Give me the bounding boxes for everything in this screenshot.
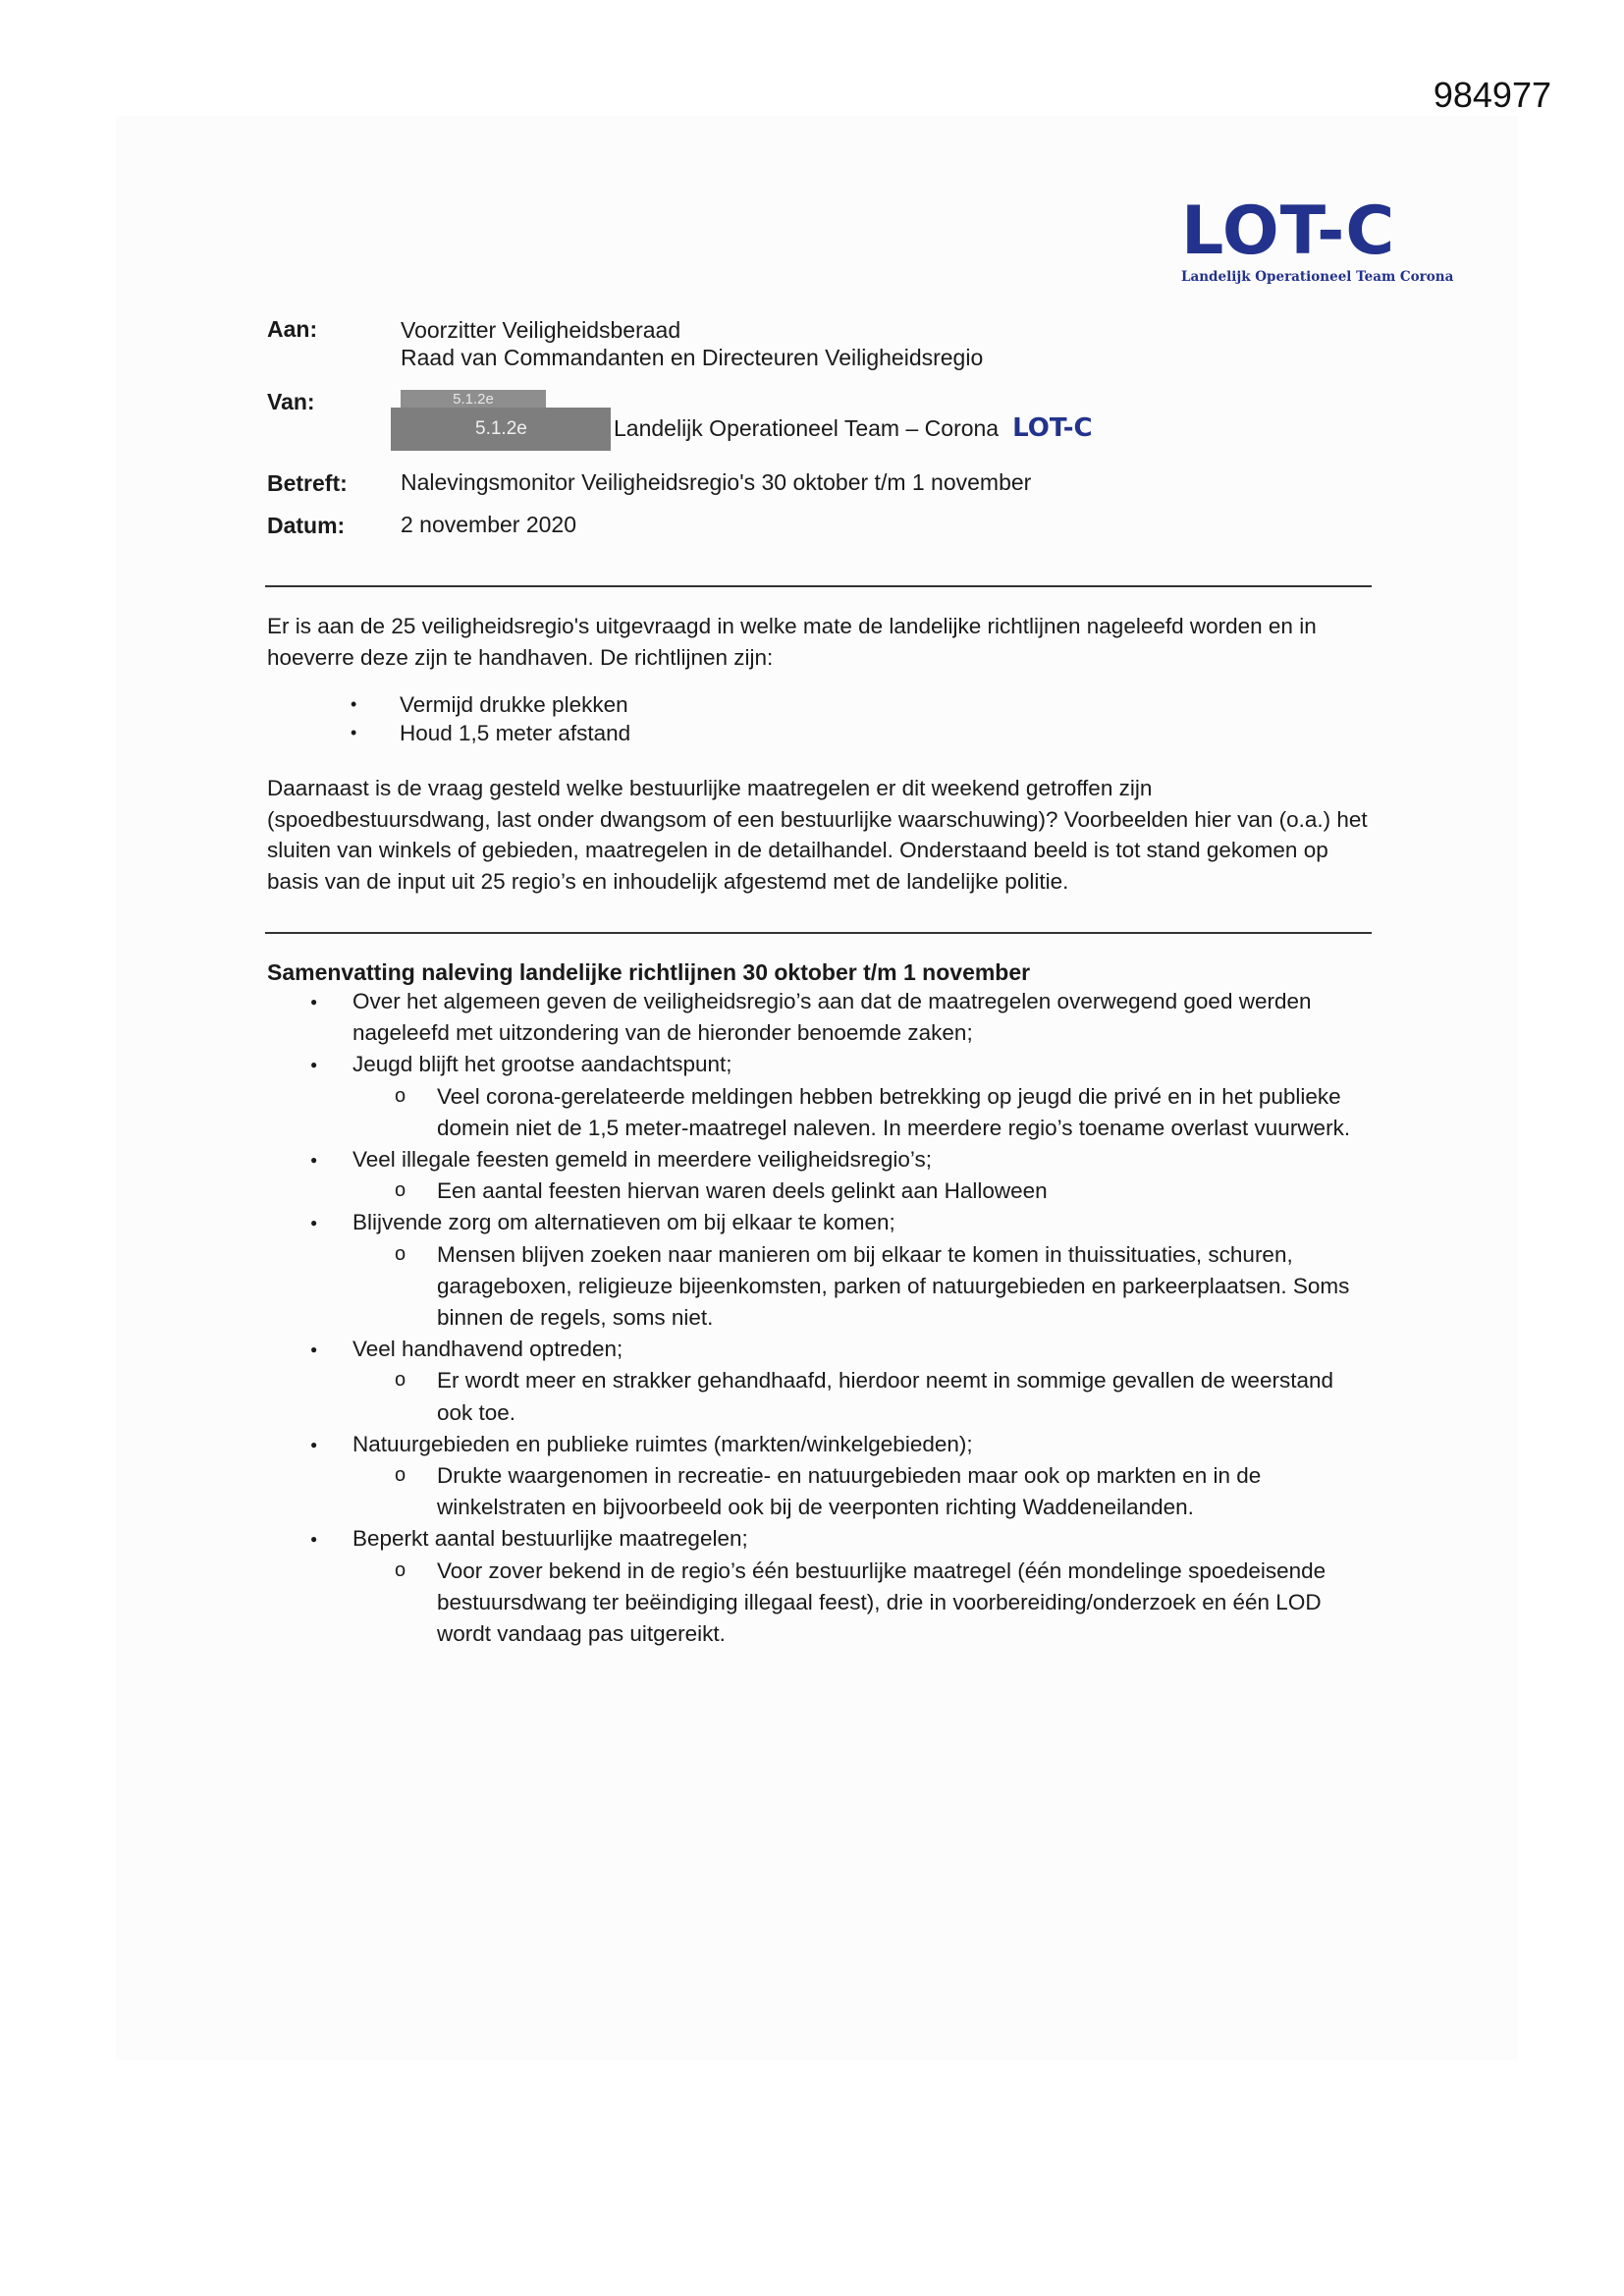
guidelines-list — [351, 690, 630, 747]
from-label: Van: — [267, 389, 315, 414]
summary-item: ● Veel illegale feesten gemeld in meerdere veiligheidsregio’s; — [267, 1144, 1372, 1175]
to-line-2: Raad van Commandanten en Directeuren Veiligheidsregio — [401, 345, 984, 370]
summary-list — [267, 986, 1372, 1650]
date-label: Datum: — [267, 513, 346, 538]
logo-subtitle: Landelijk Operationeel Team Corona — [1181, 269, 1454, 285]
inline-lotc-logo: LOT-C — [1012, 413, 1093, 443]
summary-subitem: o Mensen blijven zoeken naar manieren om bij elkaar te komen in thuissituaties, schuren, garageboxen, religieuze bijeenkomsten, parken of natuurgebieden en parkeerplaatsen. Soms binnen de regels, soms niet. — [267, 1239, 1372, 1335]
summary-item: ● Jeugd blijft het grootse aandachtspunt; — [267, 1049, 1372, 1080]
document-number: 984977 — [1433, 75, 1551, 115]
subject-label: Betreft: — [267, 470, 348, 496]
guideline-item: • Houd 1,5 meter afstand — [351, 719, 630, 747]
redaction-box-bottom — [391, 408, 611, 451]
redaction-code: 5.1.2e — [475, 418, 527, 439]
date-value: 2 november 2020 — [401, 512, 577, 537]
from-org-name: Landelijk Operationeel Team – Corona — [614, 415, 1000, 441]
redaction-box-top: 5.1.2e — [401, 390, 546, 409]
divider-top — [265, 585, 1372, 587]
summary-item: ● Veel handhavend optreden; — [267, 1334, 1372, 1365]
divider-bottom — [265, 932, 1372, 934]
summary-subitem: o Drukte waargenomen in recreatie- en natuurgebieden maar ook op markten en in de winkelstraten en bijvoorbeeld ook bij de veerponten richting Waddeneilanden. — [267, 1460, 1372, 1523]
to-line-1: Voorzitter Veiligheidsberaad — [401, 317, 681, 343]
subject-value: Nalevingsmonitor Veiligheidsregio's 30 oktober t/m 1 november — [401, 469, 1032, 495]
intro-paragraph: Er is aan de 25 veiligheidsregio's uitgevraagd in welke mate de landelijke richtlijnen nageleefd worden en in hoeverre deze zijn te handhaven. De richtlijnen zijn: — [267, 614, 1317, 670]
summary-item: ● Over het algemeen geven de veiligheidsregio’s aan dat de maatregelen overwegend goed werden nageleefd met uitzondering van de hieronder benoemde zaken; — [267, 986, 1372, 1049]
summary-subitem: o Er wordt meer en strakker gehandhaafd, hierdoor neemt in sommige gevallen de weerstand ook toe. — [267, 1365, 1372, 1428]
summary-item: ● Blijvende zorg om alternatieven om bij elkaar te komen; — [267, 1207, 1372, 1238]
summary-subitem: o Veel corona-gerelateerde meldingen hebben betrekking op jeugd die privé en in het publieke domein niet de 1,5 meter-maatregel naleven. In meerdere regio’s toename overlast vuurwerk. — [267, 1081, 1372, 1144]
to-label: Aan: — [267, 316, 318, 342]
to-value — [401, 316, 983, 371]
summary-item: ● Natuurgebieden en publieke ruimtes (markten/winkelgebieden); — [267, 1429, 1372, 1460]
summary-subitem: o Voor zover bekend in de regio’s één bestuurlijke maatregel (één mondelinge spoedeisende bestuursdwang ter beëindiging illegaal feest), drie in voorbereiding/onderzoek en één LOD wordt vandaag pas uitgereikt. — [267, 1556, 1372, 1651]
summary-subitem: o Een aantal feesten hiervan waren deels gelinkt aan Halloween — [267, 1175, 1372, 1207]
summary-item: ● Beperkt aantal bestuurlijke maatregelen; — [267, 1523, 1372, 1555]
logo-title: LOT-C — [1181, 192, 1396, 270]
context-paragraph: Daarnaast is de vraag gesteld welke bestuurlijke maatregelen er dit weekend getroffen zijn (spoedbestuursdwang, last onder dwangsom of een bestuurlijke waarschuwing)? Voorbeelden hier van (o.a.) het sluiten van winkels of gebieden, maatregelen in de detailhandel. Onderstaand beeld is tot stand gekomen op basis van de input uit 25 regio’s en inhoudelijk afgestemd met de landelijke politie. — [267, 776, 1368, 894]
from-organisation — [614, 413, 1093, 443]
summary-title: Samenvatting naleving landelijke richtlijnen 30 oktober t/m 1 november — [267, 959, 1031, 985]
lotc-logo — [1181, 192, 1454, 285]
guideline-item: • Vermijd drukke plekken — [351, 690, 630, 719]
